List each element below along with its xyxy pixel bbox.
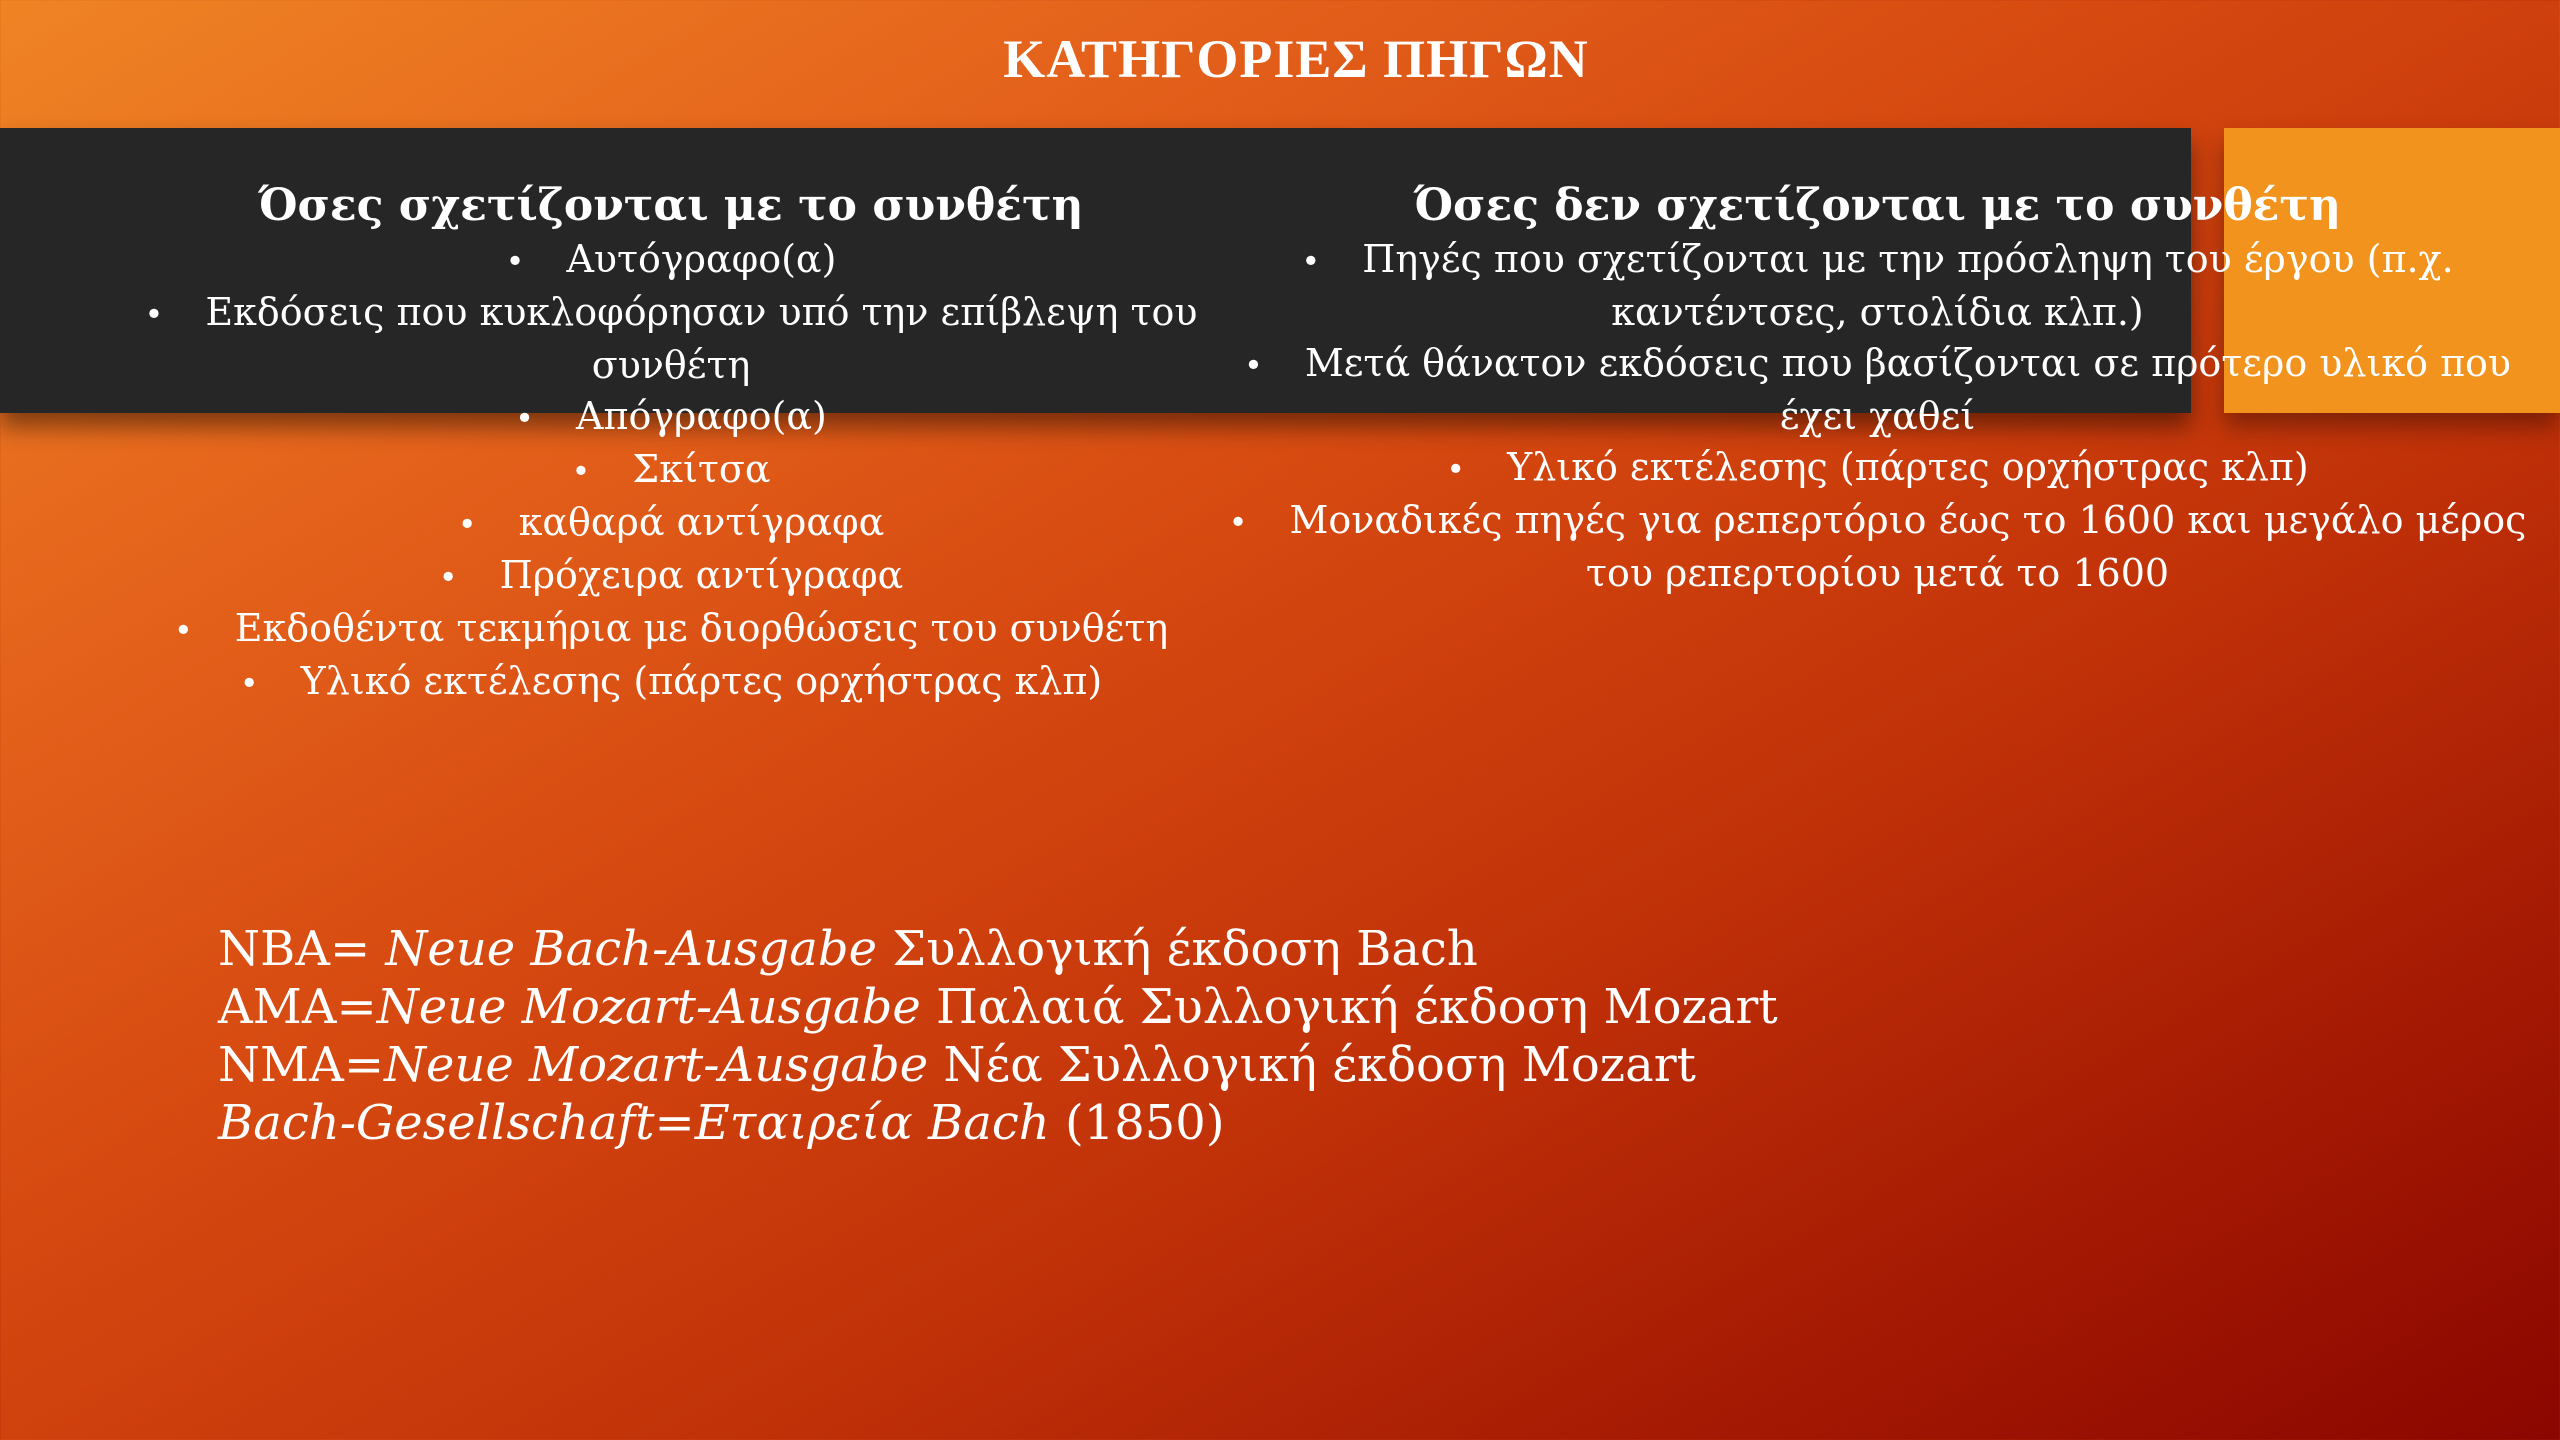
note-prefix: NMA= xyxy=(218,1037,385,1093)
list-item: • Υλικό εκτέλεσης (πάρτες ορχήστρας κλπ) xyxy=(1215,442,2540,495)
left-bullet-list xyxy=(100,234,1242,709)
list-item: • Εκδοθέντα τεκμήρια με διορθώσεις του συνθέτη xyxy=(100,603,1242,656)
list-item: • Μοναδικές πηγές για ρεπερτόριο έως το 1600 και μεγάλο μέρος του ρεπερτορίου μετά το 1600 xyxy=(1215,495,2540,599)
right-column xyxy=(1215,178,2540,599)
note-suffix: Συλλογική έκδοση Bach xyxy=(877,921,1478,977)
note-line-nba xyxy=(218,920,1778,978)
note-suffix: Νέα Συλλογική έκδοση Mozart xyxy=(928,1037,1696,1093)
list-item: • Πηγές που σχετίζονται με την πρόσληψη του έργου (π.χ. καντέντσες, στολίδια κλπ.) xyxy=(1215,234,2540,338)
abbreviation-notes xyxy=(218,920,1778,1152)
slide-title: ΚΑΤΗΓΟΡΙΕΣ ΠΗΓΩΝ xyxy=(1003,29,1589,89)
list-item: • Απόγραφο(α) xyxy=(100,391,1242,444)
left-column-heading: Όσες σχετίζονται με το συνθέτη xyxy=(258,180,1084,231)
right-column-heading: Όσες δεν σχετίζονται με το συνθέτη xyxy=(1413,180,2342,231)
list-item: • καθαρά αντίγραφα xyxy=(100,497,1242,550)
list-item: • Αυτόγραφο(α) xyxy=(100,234,1242,287)
note-suffix: Παλαιά Συλλογική έκδοση Mozart xyxy=(920,979,1778,1035)
list-item: • Υλικό εκτέλεσης (πάρτες ορχήστρας κλπ) xyxy=(100,656,1242,709)
note-line-nma xyxy=(218,1036,1778,1094)
left-column xyxy=(100,178,1242,709)
right-bullet-list xyxy=(1215,234,2540,599)
note-line-ama xyxy=(218,978,1778,1036)
note-italic: Neue Mozart-Ausgabe xyxy=(376,979,921,1035)
note-italic: Bach-Gesellschaft=Εταιρεία Bach xyxy=(218,1095,1050,1151)
note-prefix: NBA= xyxy=(218,921,386,977)
list-item: • Σκίτσα xyxy=(100,444,1242,497)
note-italic: Neue Mozart-Ausgabe xyxy=(384,1037,929,1093)
note-prefix: AMA= xyxy=(218,979,377,1035)
note-italic: Neue Bach-Ausgabe xyxy=(385,921,877,977)
list-item: • Πρόχειρα αντίγραφα xyxy=(100,550,1242,603)
note-line-bach-gesellschaft xyxy=(218,1094,1778,1152)
note-suffix: (1850) xyxy=(1049,1095,1225,1151)
list-item: • Μετά θάνατον εκδόσεις που βασίζονται σε πρότερο υλικό που έχει χαθεί xyxy=(1215,338,2540,442)
list-item: • Εκδόσεις που κυκλοφόρησαν υπό την επίβλεψη του συνθέτη xyxy=(100,287,1242,391)
